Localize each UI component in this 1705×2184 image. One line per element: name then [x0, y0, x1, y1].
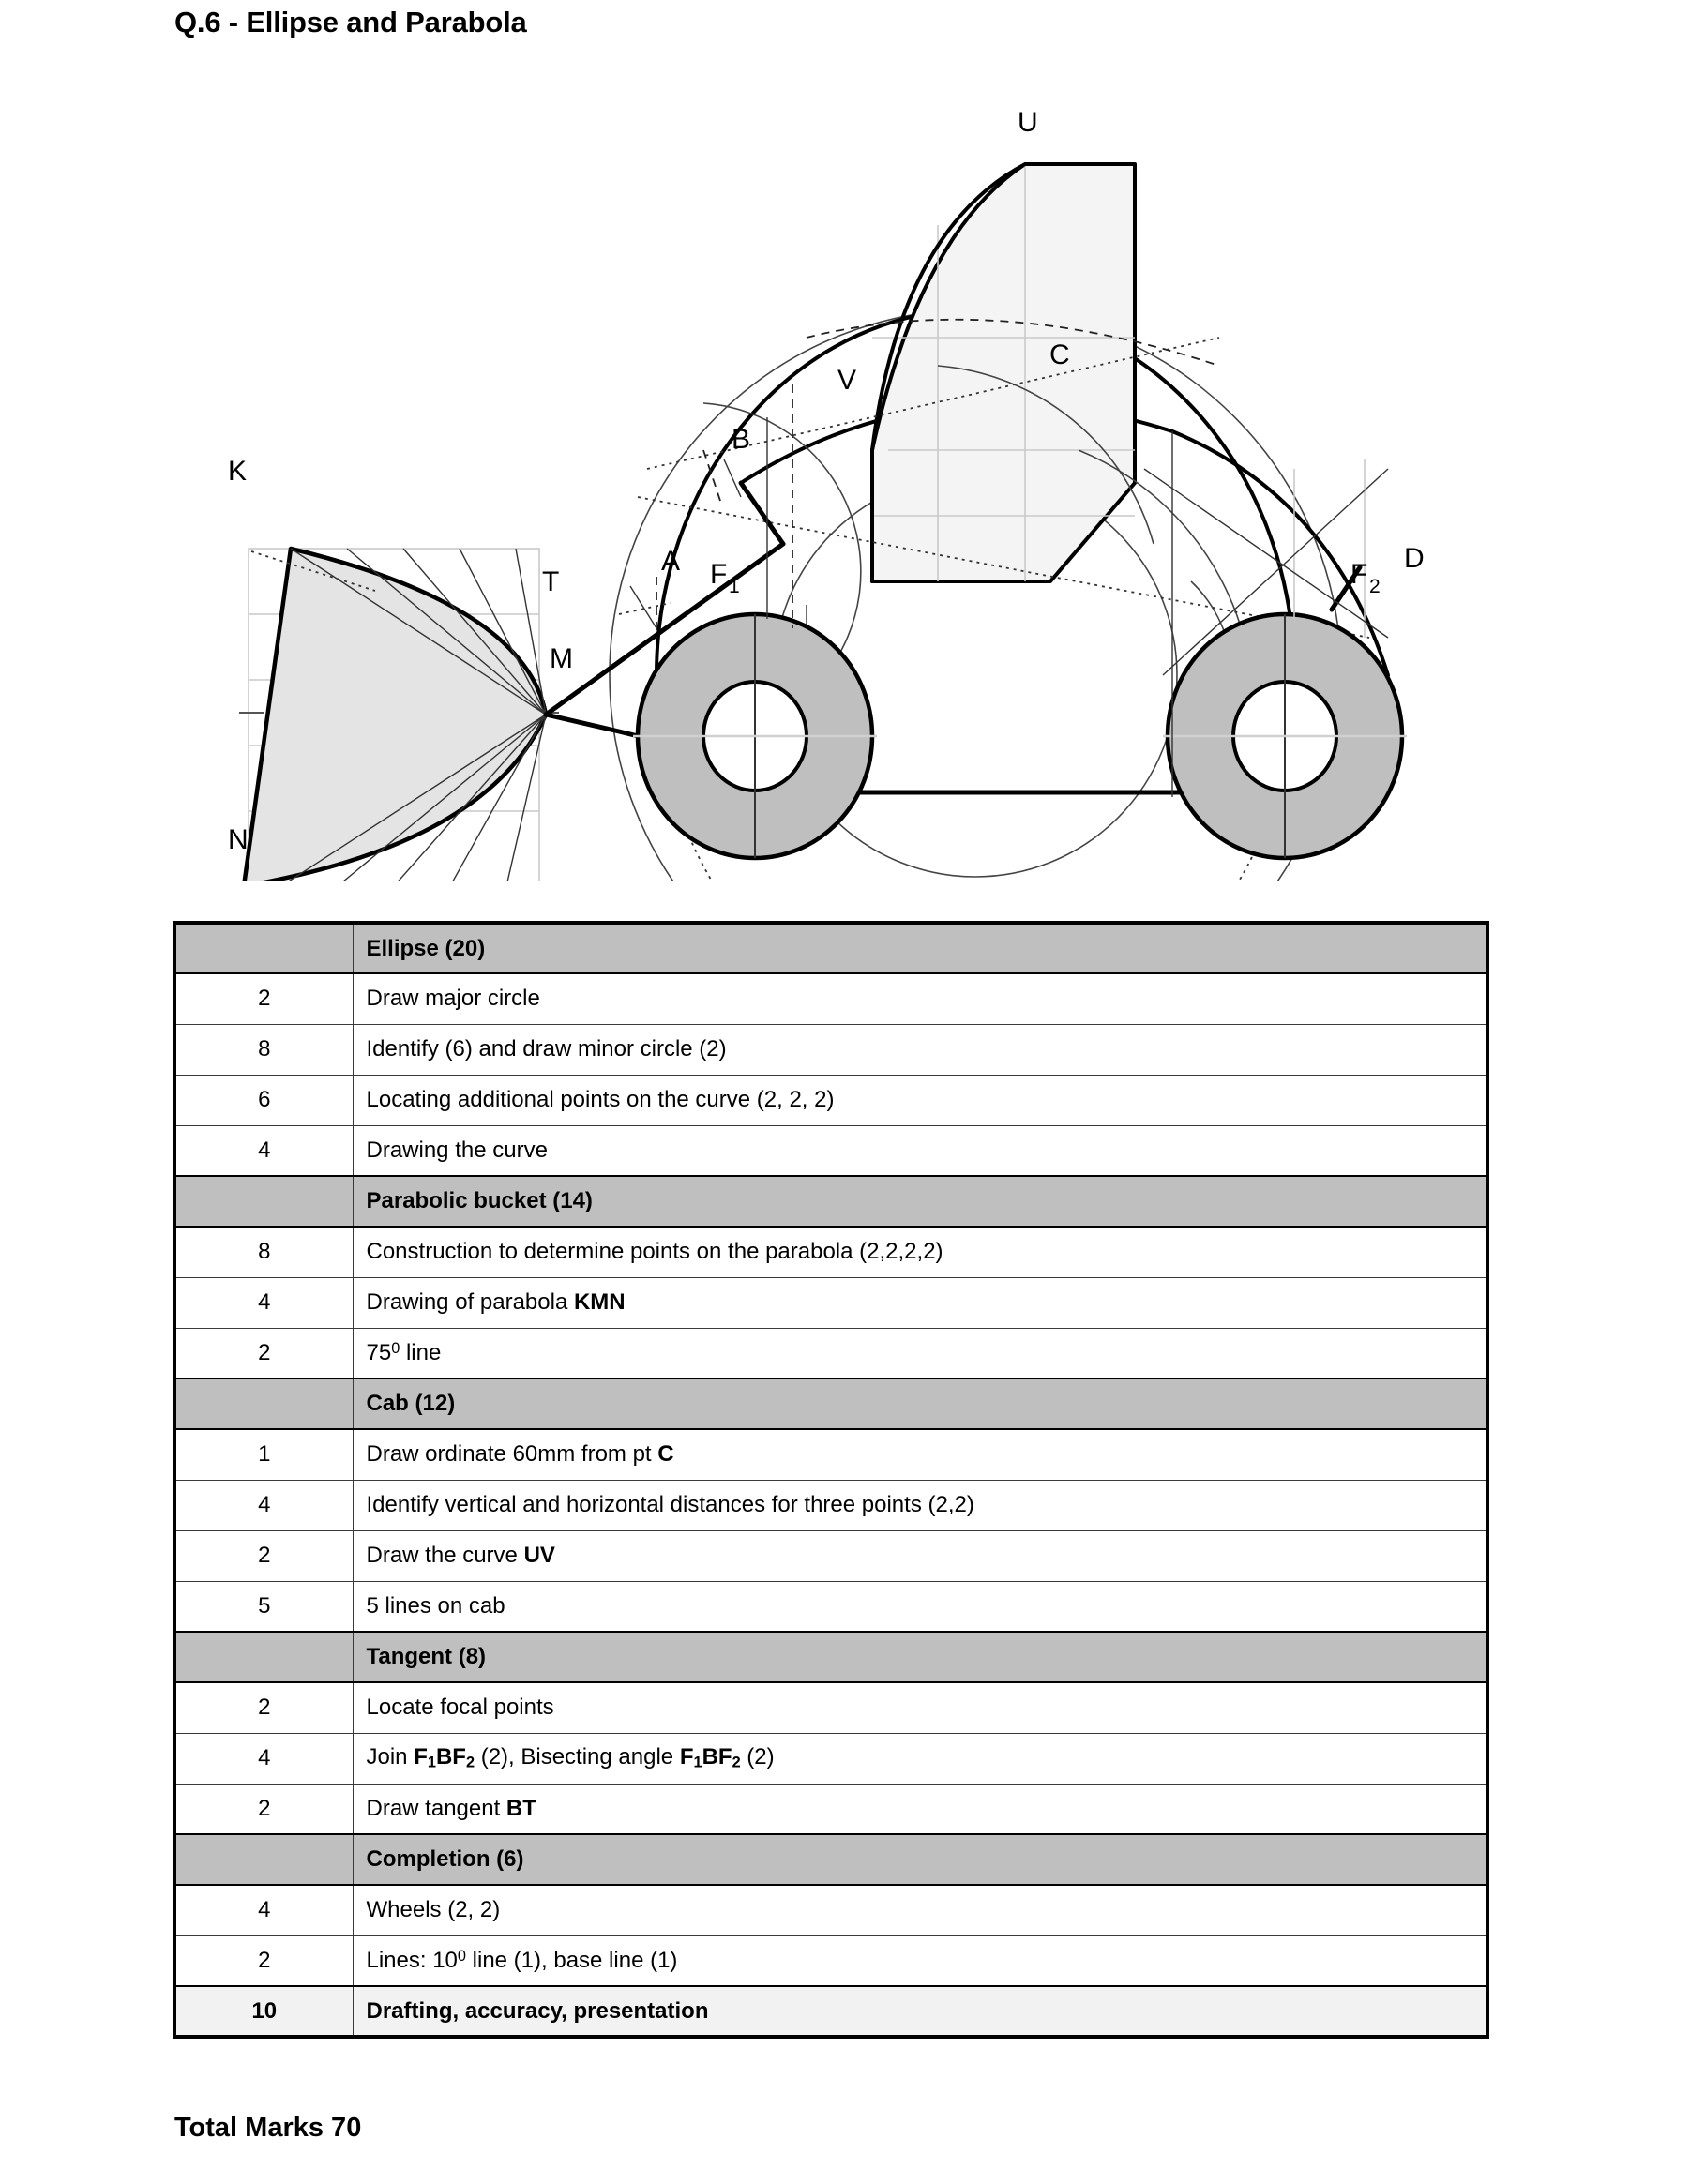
label-T: T — [542, 566, 560, 597]
row-description-cell: Construction to determine points on the parabola (2,2,2,2) — [353, 1227, 1487, 1277]
drafting-marks-cell: 10 — [174, 1986, 353, 2037]
table-row — [174, 973, 1487, 1024]
label-K: K — [228, 456, 248, 487]
drafting-total-row — [174, 1986, 1487, 2037]
section-heading-label: Ellipse (20) — [353, 923, 1487, 973]
section-heading-label: Parabolic bucket (14) — [353, 1176, 1487, 1227]
label-N: N — [228, 824, 249, 855]
technical-drawing — [0, 56, 1705, 881]
label-F1: F — [710, 559, 728, 590]
section-heading-row — [174, 1378, 1487, 1429]
row-marks-cell: 4 — [174, 1480, 353, 1530]
label-C: C — [1049, 339, 1070, 370]
section-heading-marks-cell — [174, 923, 353, 973]
table-row — [174, 1024, 1487, 1075]
table-row — [174, 1480, 1487, 1530]
row-description-cell: Locate focal points — [353, 1682, 1487, 1733]
section-heading-marks-cell — [174, 1632, 353, 1682]
tangent-line-BT-upper — [741, 483, 783, 544]
total-marks-label: Total Marks 70 — [174, 2113, 362, 2143]
section-heading-row — [174, 923, 1487, 973]
row-description-cell: Lines: $10^0$ line (1), base line (1) — [353, 1935, 1487, 1986]
row-marks-cell: 8 — [174, 1024, 353, 1075]
row-marks-cell: 6 — [174, 1075, 353, 1125]
front-wheel — [633, 614, 877, 858]
table-row — [174, 1784, 1487, 1834]
cab-shape — [872, 164, 1135, 581]
table-row — [174, 1328, 1487, 1378]
rear-wheel — [1163, 614, 1407, 858]
section-heading-row — [174, 1834, 1487, 1885]
drafting-description-cell: Drafting, accuracy, presentation — [353, 1986, 1487, 2037]
row-marks-cell: 2 — [174, 973, 353, 1024]
row-description-cell: Drawing of parabola KMN — [353, 1277, 1487, 1328]
row-marks-cell: 4 — [174, 1885, 353, 1935]
table-row — [174, 1733, 1487, 1784]
row-marks-cell: 2 — [174, 1682, 353, 1733]
row-marks-cell: 4 — [174, 1125, 353, 1176]
row-marks-cell: 4 — [174, 1277, 353, 1328]
table-row — [174, 1935, 1487, 1986]
row-marks-cell: 5 — [174, 1581, 353, 1632]
row-marks-cell: 2 — [174, 1328, 353, 1378]
tangent-cross-marks — [619, 459, 741, 628]
row-description-cell: Identify vertical and horizontal distances for three points (2,2) — [353, 1480, 1487, 1530]
section-heading-label: Completion (6) — [353, 1834, 1487, 1885]
section-heading-marks-cell — [174, 1176, 353, 1227]
parabolic-bucket-shape — [244, 549, 546, 881]
section-heading-row — [174, 1632, 1487, 1682]
row-description-cell: Drawing the curve — [353, 1125, 1487, 1176]
page-title: Q.6 - Ellipse and Parabola — [174, 6, 527, 38]
marking-scheme-wrapper — [173, 921, 1489, 2039]
row-description-cell: Identify (6) and draw minor circle (2) — [353, 1024, 1487, 1075]
row-description-cell: Locating additional points on the curve (2, 2, 2) — [353, 1075, 1487, 1125]
row-description-cell: $75^0$ line — [353, 1328, 1487, 1378]
label-B: B — [732, 424, 751, 455]
section-heading-label: Cab (12) — [353, 1378, 1487, 1429]
row-description-cell: Draw tangent BT — [353, 1784, 1487, 1834]
row-marks-cell: 2 — [174, 1530, 353, 1581]
table-row — [174, 1682, 1487, 1733]
section-heading-marks-cell — [174, 1834, 353, 1885]
label-M: M — [550, 643, 573, 674]
table-row — [174, 1227, 1487, 1277]
row-marks-cell: 2 — [174, 1784, 353, 1834]
label-V: V — [837, 365, 857, 396]
label-F1-subscript: 1 — [729, 576, 740, 597]
row-description-cell: Draw ordinate 60mm from pt C — [353, 1429, 1487, 1480]
row-description-cell: Wheels (2, 2) — [353, 1885, 1487, 1935]
row-description-cell: 5 lines on cab — [353, 1581, 1487, 1632]
row-marks-cell: 2 — [174, 1935, 353, 1986]
table-row — [174, 1885, 1487, 1935]
row-description-cell: Join $F_1BF_2$ (2), Bisecting angle $F_1BF_2$ (2) — [353, 1733, 1487, 1784]
row-description-cell: Draw the curve UV — [353, 1530, 1487, 1581]
table-row — [174, 1530, 1487, 1581]
label-F2: F — [1350, 559, 1368, 590]
label-U: U — [1018, 107, 1038, 138]
table-row — [174, 1075, 1487, 1125]
table-row — [174, 1581, 1487, 1632]
row-marks-cell: 1 — [174, 1429, 353, 1480]
label-F2-subscript: 2 — [1369, 576, 1381, 597]
row-description-cell: Draw major circle — [353, 973, 1487, 1024]
section-heading-row — [174, 1176, 1487, 1227]
section-heading-label: Tangent (8) — [353, 1632, 1487, 1682]
table-row — [174, 1277, 1487, 1328]
section-heading-marks-cell — [174, 1378, 353, 1429]
marking-scheme-table — [173, 921, 1489, 2039]
row-marks-cell: 4 — [174, 1733, 353, 1784]
label-A: A — [661, 546, 681, 577]
table-row — [174, 1125, 1487, 1176]
label-D: D — [1404, 543, 1425, 574]
table-row — [174, 1429, 1487, 1480]
row-marks-cell: 8 — [174, 1227, 353, 1277]
